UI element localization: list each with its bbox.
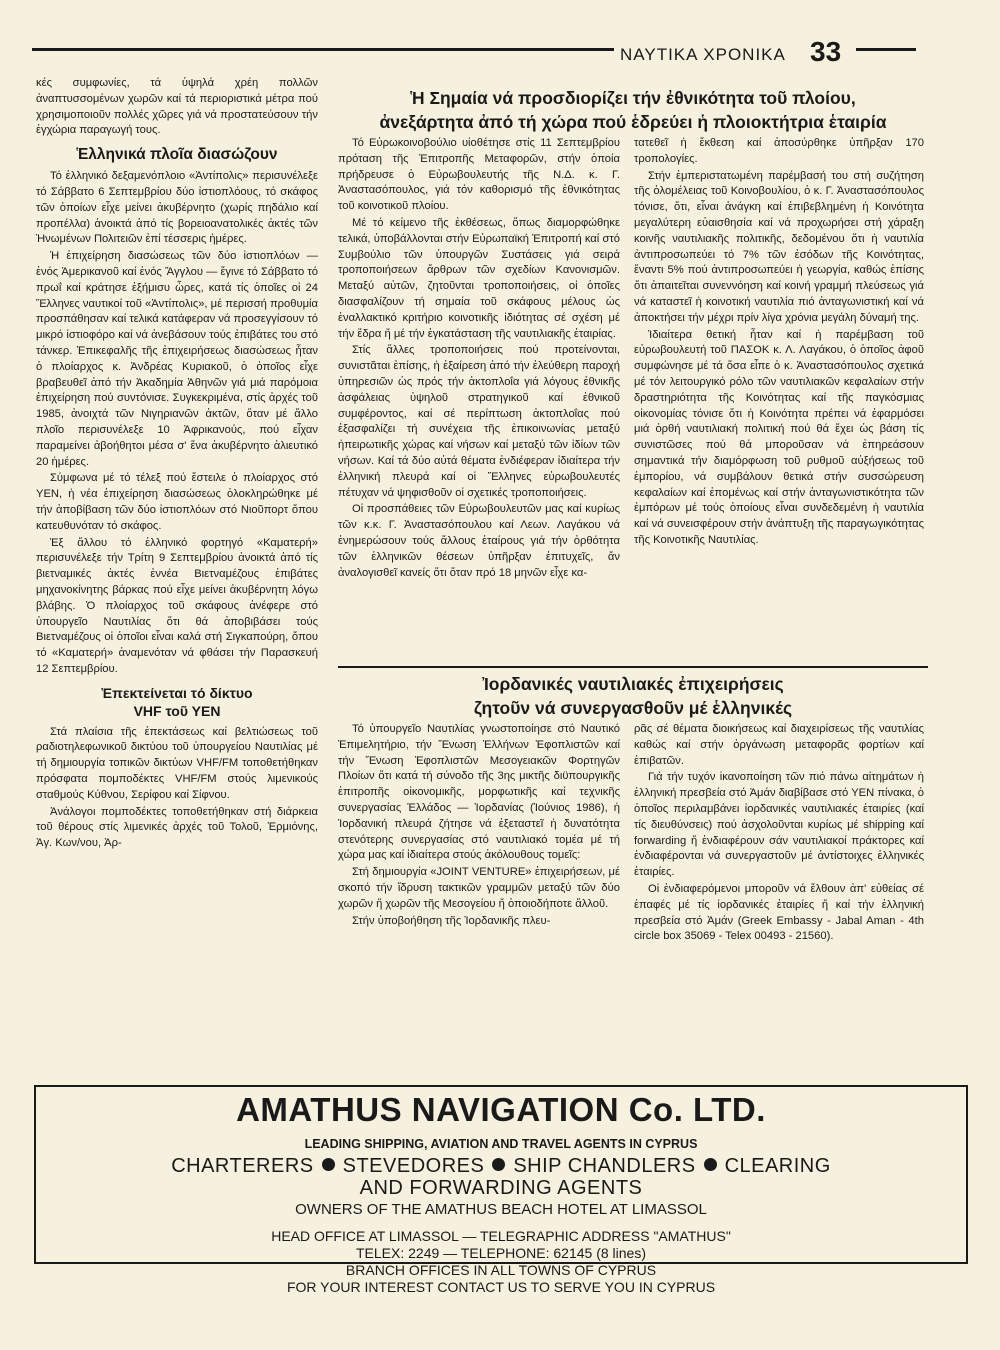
article2-column-right: [634, 722, 924, 946]
ad-branches: BRANCH OFFICES IN ALL TOWNS OF CYPRUS: [345, 1262, 657, 1278]
paragraph: Γιά τήν τυχόν ἱκανοποίηση τῶν πιό πάνω αἰτημάτων ἡ ἑλληνική πρεσβεία στό Ἀμάν διαβίβασε στό ΥΕΝ πίνακα, ὁ ὁποῖος περιλαμβάνει ἰορδανικές ναυτιλιακές ἑταιρίες (καί τίς διευθύνσεις) πού ἀσχολοῦνται κυρίως μέ shipping καί forwarding ἤ ἐνδιαφέρουν σάν ναυτιλιακοί πράκτορες καί ἐνδιαφέρονται νά συνεργαστοῦν μέ ἀντίστοιχες ἑλληνικές ἑταιρίες.: [634, 771, 924, 879]
section-heading: Ἑλληνικά πλοῖα διασώζουν: [76, 146, 278, 164]
article-separator: [338, 666, 928, 668]
ad-service: CLEARING: [724, 1155, 831, 1177]
ad-company-name: AMATHUS NAVIGATION Co. LTD.: [236, 1091, 766, 1128]
magazine-title: ΝΑΥΤΙΚΑ ΧΡΟΝΙΚΑ: [620, 45, 786, 64]
paragraph: Στήν ὑποβοήθηση τῆς Ἰορδανικῆς πλευ-: [352, 914, 551, 927]
bullet-icon: [322, 1158, 335, 1171]
paragraph: κές συμφωνίες, τά ὑψηλά χρέη πολλῶν ἀναπτυσσομένων χωρῶν καί τά περιοριστικά μέτρα πού χρησιμοποιοῦν πολλές χῶρες γιά νά προστατεύσουν τήν ἐγχώρια παραγωγή τους.: [36, 77, 318, 137]
paragraph: Σύμφωνα μέ τό τέλεξ πού ἔστειλε ὁ πλοίαρχος στό ΥΕΝ, ἡ νέα ἐπιχείρηση διασώσεως ὁλοκληρώθηκε μέ τήν ἀποβίβαση τῶν δύο ἰστιοπλόων στό Νιοῦπορτ ὅπου κατευθυνόταν τό σκάφος.: [36, 472, 318, 532]
header-rule-left: [32, 48, 614, 51]
paragraph: τατεθεῖ ἡ ἔκθεση καί ἀποσύρθηκε ὑπῆρξαν 170 τροπολογίες.: [634, 137, 924, 165]
heading-line: VHF τοῦ ΥΕΝ: [133, 702, 221, 719]
ad-telex: TELEX: 2249 — TELEPHONE: 62145 (8 lines): [356, 1245, 646, 1261]
headline-line: Ἰορδανικές ναυτιλιακές ἐπιχειρήσεις: [482, 674, 784, 694]
paragraph: Τό ὑπουργεῖο Ναυτιλίας γνωστοποίησε στό Ναυτικό Ἐπιμελητήριο, τήν Ἕνωση Ἑλλήνων Ἐφοπλιστῶν καί τήν Ἕνωση Ἐφοπλιστῶν Μεσογειακῶν Φορτηγῶν Πλοίων ὅτι κατά τή σύνοδο τῆς 3ης μικτῆς διϋπουργικῆς ἐπιτροπῆς οἰκονομικῆς, μορφωτικῆς καί τεχνικῆς συνεργασίας Ἑλλάδος — Ἰορδανίας (Ἰούνιος 1986), ἡ Ἰορδανική πλευρά ζήτησε νά ἐξεταστεῖ ἡ δυνατότητα στενότερης συνεργασίας στό ναυτιλιακό τομέα μέ τή χώρα μας καί ἰδιαίτερα στούς ἀκόλουθους τομεῖς:: [338, 723, 620, 862]
paragraph: Στή δημιουργία «JOINT VENTURE» ἐπιχειρήσεων, μέ σκοπό τήν ἵδρυση τακτικῶν γραμμῶν μεταξύ τῶν δύο χωρῶν ἤ χωρῶν τῆς Μεσογείου ἤ ὁποιοδήποτε ἄλλοῦ.: [338, 866, 620, 910]
page-number: 33: [810, 36, 842, 67]
paragraph: Ἐξ ἄλλου τό ἑλληνικό φορτηγό «Καματερή» περισυνέλεξε τήν Τρίτη 9 Σεπτεμβρίου ἀνοικτά ἀπό τίς βιετναμικές ἀκτές ἐννέα Βιετναμέζους ἐπιβάτες μηχανοκίνητης βάρκας πού εἶχε μείνει ἀκυβέρνητη λόγω βλάβης. Ὁ πλοίαρχος τοῦ σκάφους ἀνέφερε στό ὑπουργεῖο Ναυτιλίας ὅτι θά ἀποβιβάσει τούς Βιετναμέζους οἱ ὁποῖοι εἶναι καλά στή Σιγκαπούρη, ὅπου τό «Καματερή» ἀναμενόταν νά φθάσει τήν Παρασκευή 12 Σεπτεμβρίου.: [36, 536, 318, 675]
paragraph: Οἱ προσπάθειες τῶν Εὐρωβουλευτῶν μας καί κυρίως τῶν κ.κ. Γ. Ἀναστασόπουλου καί Λεων. Λαγάκου νά ἐνημερώσουν τούς ἄλλους ἑταίρους γιά τήν ὀρθότητα τῶν ἑλληνικῶν θέσεων ὑπῆρξαν ἐπιτυχεῖς, ἄν ἀναλογισθεῖ κανείς ὅτι ὅταν πρό 18 μηνῶν εἶχε κα-: [338, 503, 620, 579]
ad-service: SHIP CHANDLERS: [513, 1155, 696, 1177]
headline-line: Ἡ Σημαία νά προσδιορίζει τήν ἐθνικότητα τοῦ πλοίου,: [410, 88, 856, 108]
paragraph: Στήν ἐμπεριστατωμένη παρέμβασή του στή συζήτηση τῆς ὁλομέλειας τοῦ Κοινοβουλίου, ὁ κ. Γ. Ἀναστασόπουλος τόνισε, ὅτι, εἶναι ἀνάγκη καί ἐπιβεβλημένη ἡ Κοινότητα μεγαλύτερη εὐαισθησία καί νά προχωρήσει στή χάραξη κοινῆς ναυτιλιακῆς πολιτικῆς, δεδομένου ὅτι ἡ ναυτιλία ἀντιπροσωπεύει τό 7% τῶν ἐσόδων τῆς Κοινότητας, ἔναντι 5% πού ἀντιπροσωπεύει ἡ γεωργία, καθώς ἐπίσης ὅτι ἀπαιτεῖται συνεννόηση καί κοινή γραμμή πλεύσεως γιά νά καταστεῖ ἡ κοινοτική ναυτιλία πιό ἀνταγωνιστική καί νά ἀποκτήσει τήν μέχρι πρίν λίγα χρόνια μεγάλη δύναμή της.: [634, 169, 924, 324]
paragraph: Οἱ ἐνδιαφερόμενοι μποροῦν νά ἔλθουν ἀπ' εὐθείας σέ ἐπαφές μέ τίς ἰορδανικές ἑταιρίες ἤ καί τήν ἑλληνική πρεσβεία στό Ἀμάν (Greek Embassy - Jabal Aman - 4th circle box 35069 - Telex 00493 - 21560).: [634, 882, 924, 943]
ad-service: AND FORWARDING AGENTS: [359, 1177, 643, 1199]
paragraph: Μέ τό κείμενο τῆς ἐκθέσεως, ὅπως διαμορφώθηκε τελικά, ὑποβάλλονται στήν Εὐρωπαϊκή Ἐπιτροπή καί στό Συμβούλιο τῶν ὑπουργῶν Συστάσεις γιά σειρά τροποποιήσεων ἄρθρων τῶν σχεδίων Κανονισμῶν. Μεταξύ αὐτῶν, ζητοῦνται τροποποιήσεις, οἱ ὁποῖες διασφαλίζουν τή σημαία τοῦ σκάφους μέλους ὡς ἐναλλακτικό κριτήριο κοινοτικῆς ἰδιότητας σέ σχέση μέ τήν ἕδρα ἤ μέ τήν ἐγκατάσταση τῆς ναυτιλιακῆς ἑταιρίας.: [338, 216, 620, 340]
article2-headline: [338, 672, 928, 720]
advertisement-box: [34, 1085, 968, 1295]
section-heading: [36, 684, 318, 720]
ad-contact: FOR YOUR INTEREST CONTACT US TO SERVE YOU IN CYPRUS: [286, 1279, 716, 1295]
ad-owners: OWNERS OF THE AMATHUS BEACH HOTEL AT LIMASSOL: [295, 1201, 707, 1218]
bullet-icon: [492, 1158, 505, 1171]
heading-line: Ἐπεκτείνεται τό δίκτυο: [101, 684, 253, 701]
ad-service: CHARTERERS: [171, 1155, 314, 1177]
bullet-icon: [704, 1158, 717, 1171]
article1-headline: [338, 86, 928, 134]
paragraph: Ἰδιαίτερα θετική ἦταν καί ἡ παρέμβαση τοῦ εὐρωβουλευτή τοῦ ΠΑΣΟΚ κ. Λ. Λαγάκου, ὁ ὁποῖος ἀφοῦ συμφώνησε μέ τά ὅσα εἶπε ὁ κ. Ἀναστασόπουλος σχετικά μέ τόν λειτουργικό ρόλο τῶν ναυτιλιακῶν κεφαλαίων στήν δραστηριότητα τῆς Κοινότητας καί τῆς παγκόσμιας οἰκονομίας τόνισε ὅτι ἡ Κοινότητα πρέπει νά ἐφαρμόσει μιά ὀρθή ναυτιλιακή πολιτική πού θά ἔχει ὡς βάση τίς συνιστῶσες πού θά μποροῦσαν νά ἐπηρεάσουν σημαντικά τήν διαμόρφωση τοῦ ρυθμοῦ αὐξήσεως τοῦ ἐμπορίου, νά συμβάλουν θετικά στήν συσσώρευση κεφαλαίων καί ἑπομένως καί στήν ἀνταγωνιστικότητα τῶν ἐμπόρων μέ τούς ὁποίους εἶναι συνδεδεμένη ἡ ναυτιλία καί νά συνεισφέρουν στήν ἀνάπτυξη τῆς παραγωγικότητας τῆς Κοινοτικῆς Ναυτιλίας.: [634, 328, 924, 546]
ad-service: STEVEDORES: [342, 1155, 485, 1177]
article1-column-right: [634, 136, 924, 550]
headline-line: ἀνεξάρτητα ἀπό τή χώρα πού ἑδρεύει ἡ πλοιοκτήτρια ἑταιρία: [379, 112, 887, 132]
ad-head-office: HEAD OFFICE AT LIMASSOL — TELEGRAPHIC ADDRESS "AMATHUS": [271, 1228, 731, 1244]
paragraph: Στά πλαίσια τῆς ἐπεκτάσεως καί βελτιώσεως τοῦ ραδιοτηλεφωνικοῦ δικτύου τοῦ ὑπουργείου Ναυτιλίας μέ τή δημιουργία τοπικῶν δικτύων VHF/FM τοποθετήθηκαν πρόσφατα πομποδέκτες VHF/FM στούς λιμενικούς σταθμούς Κύθνου, Σερίφου καί Σίφνου.: [36, 725, 318, 801]
paragraph: Τό ἑλληνικό δεξαμενόπλοιο «Ἀντίπολις» περισυνέλεξε τό Σάββατο 6 Σεπτεμβρίου δύο ἰστιοπλόους, τό σκάφος τῶν ὁποίων εἶχε μείνει ἀκυβέρνητο (χωρίς πηδάλιο καί προπέλλα) ἀνοικτά ἀπό τίς βορειοανατολικές ἀκτές τῶν Ἡνωμένων Πολιτειῶν ἐπί τέσσερις ἡμέρες.: [36, 170, 318, 246]
paragraph: ρᾶς σέ θέματα διοικήσεως καί διαχειρίσεως τῆς ναυτιλίας καθώς καί στήν ὀργάνωση μεταφορᾶς φορτίων καί ἐπιβατῶν.: [634, 723, 924, 767]
headline-line: ζητοῦν νά συνεργασθοῦν μέ ἑλληνικές: [473, 698, 793, 718]
ad-tagline: LEADING SHIPPING, AVIATION AND TRAVEL AGENTS IN CYPRUS: [304, 1137, 698, 1151]
ad-contact-info: [36, 1228, 966, 1296]
article2-column-middle: [338, 722, 620, 930]
paragraph: Τό Εὐρωκοινοβούλιο υἱοθέτησε στίς 11 Σεπτεμβρίου πρόταση τῆς Ἐπιτροπῆς Μεταφορῶν, στήν ὁποία πρήδρευσε ὁ Εὐρωβουλευτής τῆς Ν.Δ. κ. Γ. Ἀναστασόπουλος, γιά τόν καθορισμό τῆς ἐθνικότητας τοῦ κοινοτικοῦ πλοίου.: [338, 137, 620, 213]
header-rule-right: [856, 48, 916, 51]
ad-services: [36, 1155, 966, 1199]
paragraph: Στίς ἄλλες τροποποιήσεις πού προτείνονται, συνιστᾶται ἐπίσης, ἡ ἐξαίρεση ἀπό τήν ἐλεύθερη παροχή ὑπηρεσιῶν ὡς πρός τήν ἀκτοπλοΐα γιά λόγους ἐθνικῆς ἀσφάλειας ὑψηλοῦ στρατηγικοῦ καί ἐθνικοῦ συμφέροντος, καί σέ περίπτωση ἀκτοπλοΐας πού ἐξασφαλίζει τή συνέχεια τῆς ἐπικοινωνίας μεταξύ ἠπειρωτικῆς χώρας καί νήσων καί μεταξύ τῶν ἰδίων τῶν νήσων. Καί τά δύο αὐτά θέματα ἐνδιέφεραν ἰδιαίτερα τήν ἑλληνική πλευρά καί οἱ Ἕλληνες εὐρωβουλευτές πέτυχαν νά ψηφισθοῦν οἱ σχετικές τροποποιήσεις.: [338, 344, 620, 499]
column-left: [36, 76, 318, 853]
paragraph: Ἡ ἐπιχείρηση διασώσεως τῶν δύο ἰστιοπλόων — ἑνός Ἀμερικανοῦ καί ἑνός Ἄγγλου — ἔγινε τό Σάββατο τό πρωΐ καί κράτησε ἐξήμισυ ὧρες, κατά τίς ὁποῖες οἱ 24 Ἕλληνες ναυτικοί τοῦ «Ἀντίπολις», μέ περισσή προθυμία προσπάθησαν καί τελικά κατάφεραν νά προσεγγίσουν τό μικρό ἰστιοφόρο καί νά ἀνεβάσουν τούς ἐπιβάτες του στό τάνκερ. Ἐπικεφαλῆς τῆς ἐπιχειρήσεως διασώσεως ἦταν ὁ πλοίαρχος κ. Ἀνδρέας Κυριακοῦ, ὁ ὁποῖος εἶχε βραβευθεῖ ἀπό τήν Ἀκαδημία Ἀθηνῶν γιά μιά παρόμοια ἐπιχείρηση πού συντόνισε. Συγκεκριμένα, στίς ἀρχές τοῦ 1985, ἀνοιχτά τῶν Νιγηριανῶν ἀκτῶν, ὅταν μέ ἄλλο πλοῖο περισυνέλεξε 10 Ἀφρικανούς, πού εἶχαν παραμείνει ἀβοήθητοι μέσα σ' ἕνα ἀκυβέρνητο ἁλιευτικό 20 ἡμέρες.: [36, 250, 318, 468]
article1-column-middle: [338, 136, 620, 582]
paragraph: Ἀνάλογοι πομποδέκτες τοποθετήθηκαν στή διάρκεια τοῦ θέρους στίς λιμενικές ἀρχές τοῦ Τολοῦ, Ἑρμιόνης, Ἁγ. Κων/νου, Ἀρ-: [36, 805, 318, 850]
